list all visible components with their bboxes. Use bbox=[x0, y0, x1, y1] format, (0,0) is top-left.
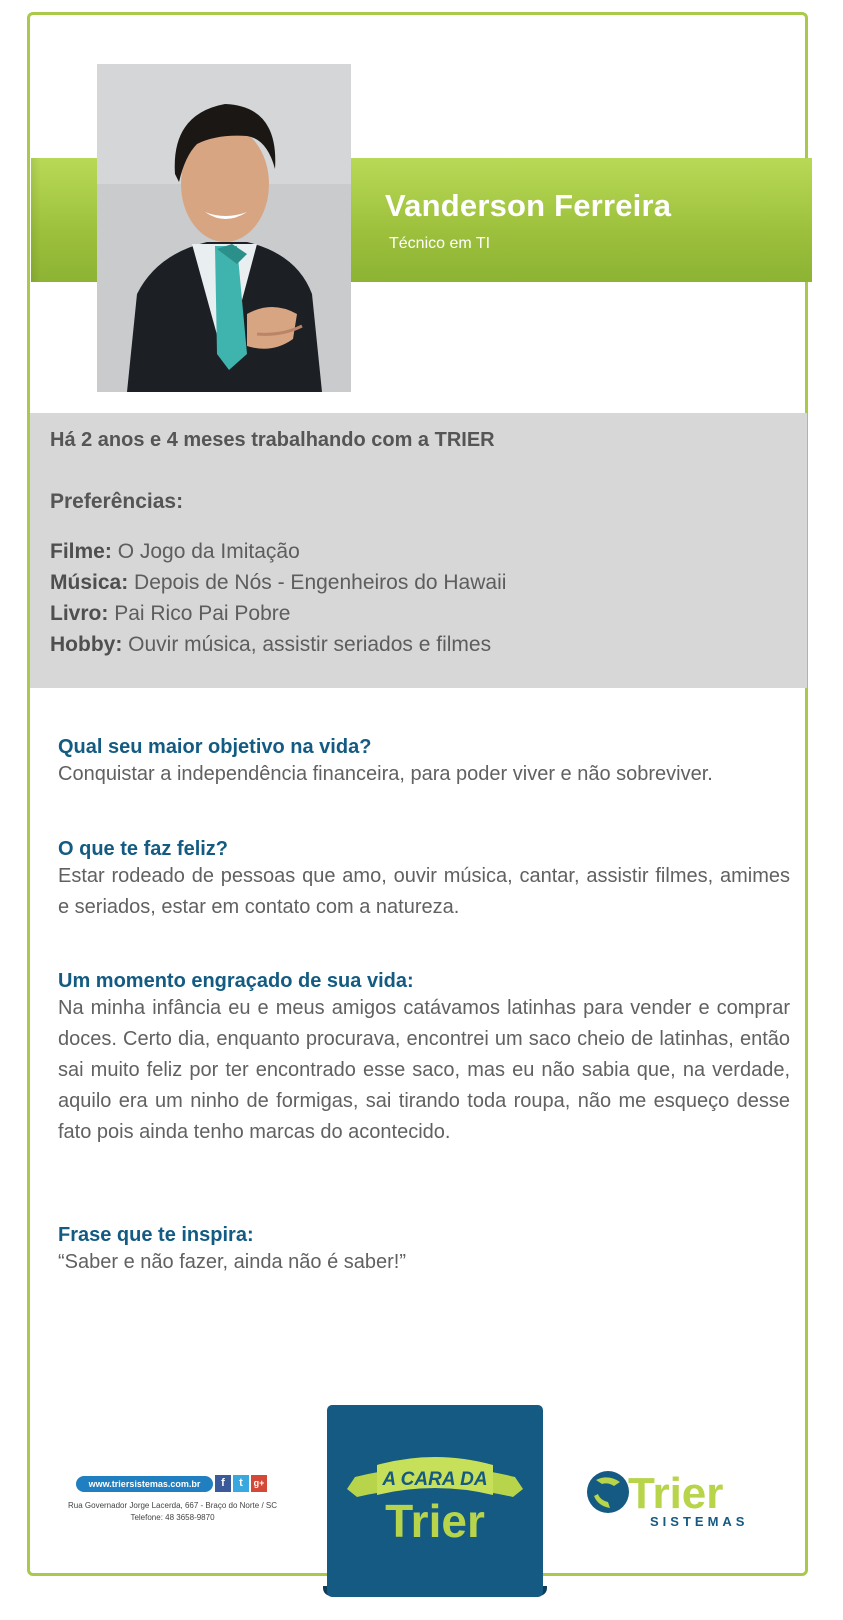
preference-value: Depois de Nós - Engenheiros do Hawaii bbox=[134, 571, 507, 594]
preference-value: Pai Rico Pai Pobre bbox=[114, 602, 291, 625]
logo-sub: SISTEMAS bbox=[650, 1514, 749, 1529]
badge-line1: A CARA DA bbox=[382, 1469, 488, 1490]
google-plus-icon[interactable]: g+ bbox=[251, 1475, 267, 1492]
preference-item bbox=[50, 540, 300, 564]
website-link[interactable]: www.triersistemas.com.br bbox=[76, 1476, 213, 1492]
answer-text: Conquistar a independência financeira, para poder viver e não sobreviver. bbox=[58, 763, 713, 785]
preference-label: Livro: bbox=[50, 602, 109, 625]
preference-label: Hobby: bbox=[50, 633, 123, 656]
profile-photo bbox=[97, 64, 351, 392]
preferences-title: Preferências: bbox=[50, 490, 184, 513]
question-heading: Um momento engraçado de sua vida: bbox=[58, 970, 414, 992]
answer-text: “Saber e não fazer, ainda não é saber!” bbox=[58, 1251, 407, 1273]
preference-label: Música: bbox=[50, 571, 129, 594]
qa-block bbox=[58, 838, 790, 923]
preference-label: Filme: bbox=[50, 540, 112, 563]
preference-item bbox=[50, 571, 506, 595]
tenure-text: Há 2 anos e 4 meses trabalhando com a TRIER bbox=[50, 429, 495, 451]
person-name: Vanderson Ferreira bbox=[385, 188, 672, 223]
answer-text: Na minha infância eu e meus amigos catávamos latinhas para vender e comprar doces. Certo dia, enquanto procurava, encontrei um saco cheio de latinhas, então sai muito feliz por ter encontrado esse saco, mas eu não sabia que, na verdade, aquilo era um ninho de formigas, sai tirando toda roupa, não me esqueço desse fato pois ainda tenho marcas do acontecido. bbox=[58, 997, 790, 1143]
question-heading: Frase que te inspira: bbox=[58, 1224, 254, 1246]
badge-line2: Trier bbox=[385, 1495, 485, 1547]
question-heading: O que te faz feliz? bbox=[58, 838, 229, 860]
address-text: Rua Governador Jorge Lacerda, 667 - Braço do Norte / SC bbox=[68, 1501, 277, 1510]
twitter-icon[interactable]: t bbox=[233, 1475, 249, 1492]
trier-sistemas-logo bbox=[586, 1466, 786, 1530]
preference-item bbox=[50, 633, 491, 657]
question-heading: Qual seu maior objetivo na vida? bbox=[58, 736, 372, 758]
footer-contact bbox=[65, 1476, 280, 1546]
address-block bbox=[65, 1500, 280, 1524]
banner-shade bbox=[31, 158, 41, 282]
info-panel bbox=[30, 413, 807, 688]
phone-text: Telefone: 48 3658-9870 bbox=[130, 1513, 215, 1522]
logo-word: Trier bbox=[628, 1469, 724, 1518]
preference-item bbox=[50, 602, 290, 626]
person-role: Técnico em TI bbox=[389, 235, 491, 252]
qa-block bbox=[58, 1224, 790, 1278]
answer-text: Estar rodeado de pessoas que amo, ouvir música, cantar, assistir filmes, amimes e seriados, estar em contato com a natureza. bbox=[58, 865, 790, 918]
preference-value: O Jogo da Imitação bbox=[117, 540, 300, 563]
facebook-icon[interactable]: f bbox=[215, 1475, 231, 1492]
qa-block bbox=[58, 970, 790, 1148]
qa-block bbox=[58, 736, 790, 790]
a-cara-da-trier-badge bbox=[327, 1405, 543, 1597]
preference-value: Ouvir música, assistir seriados e filmes bbox=[128, 633, 492, 656]
